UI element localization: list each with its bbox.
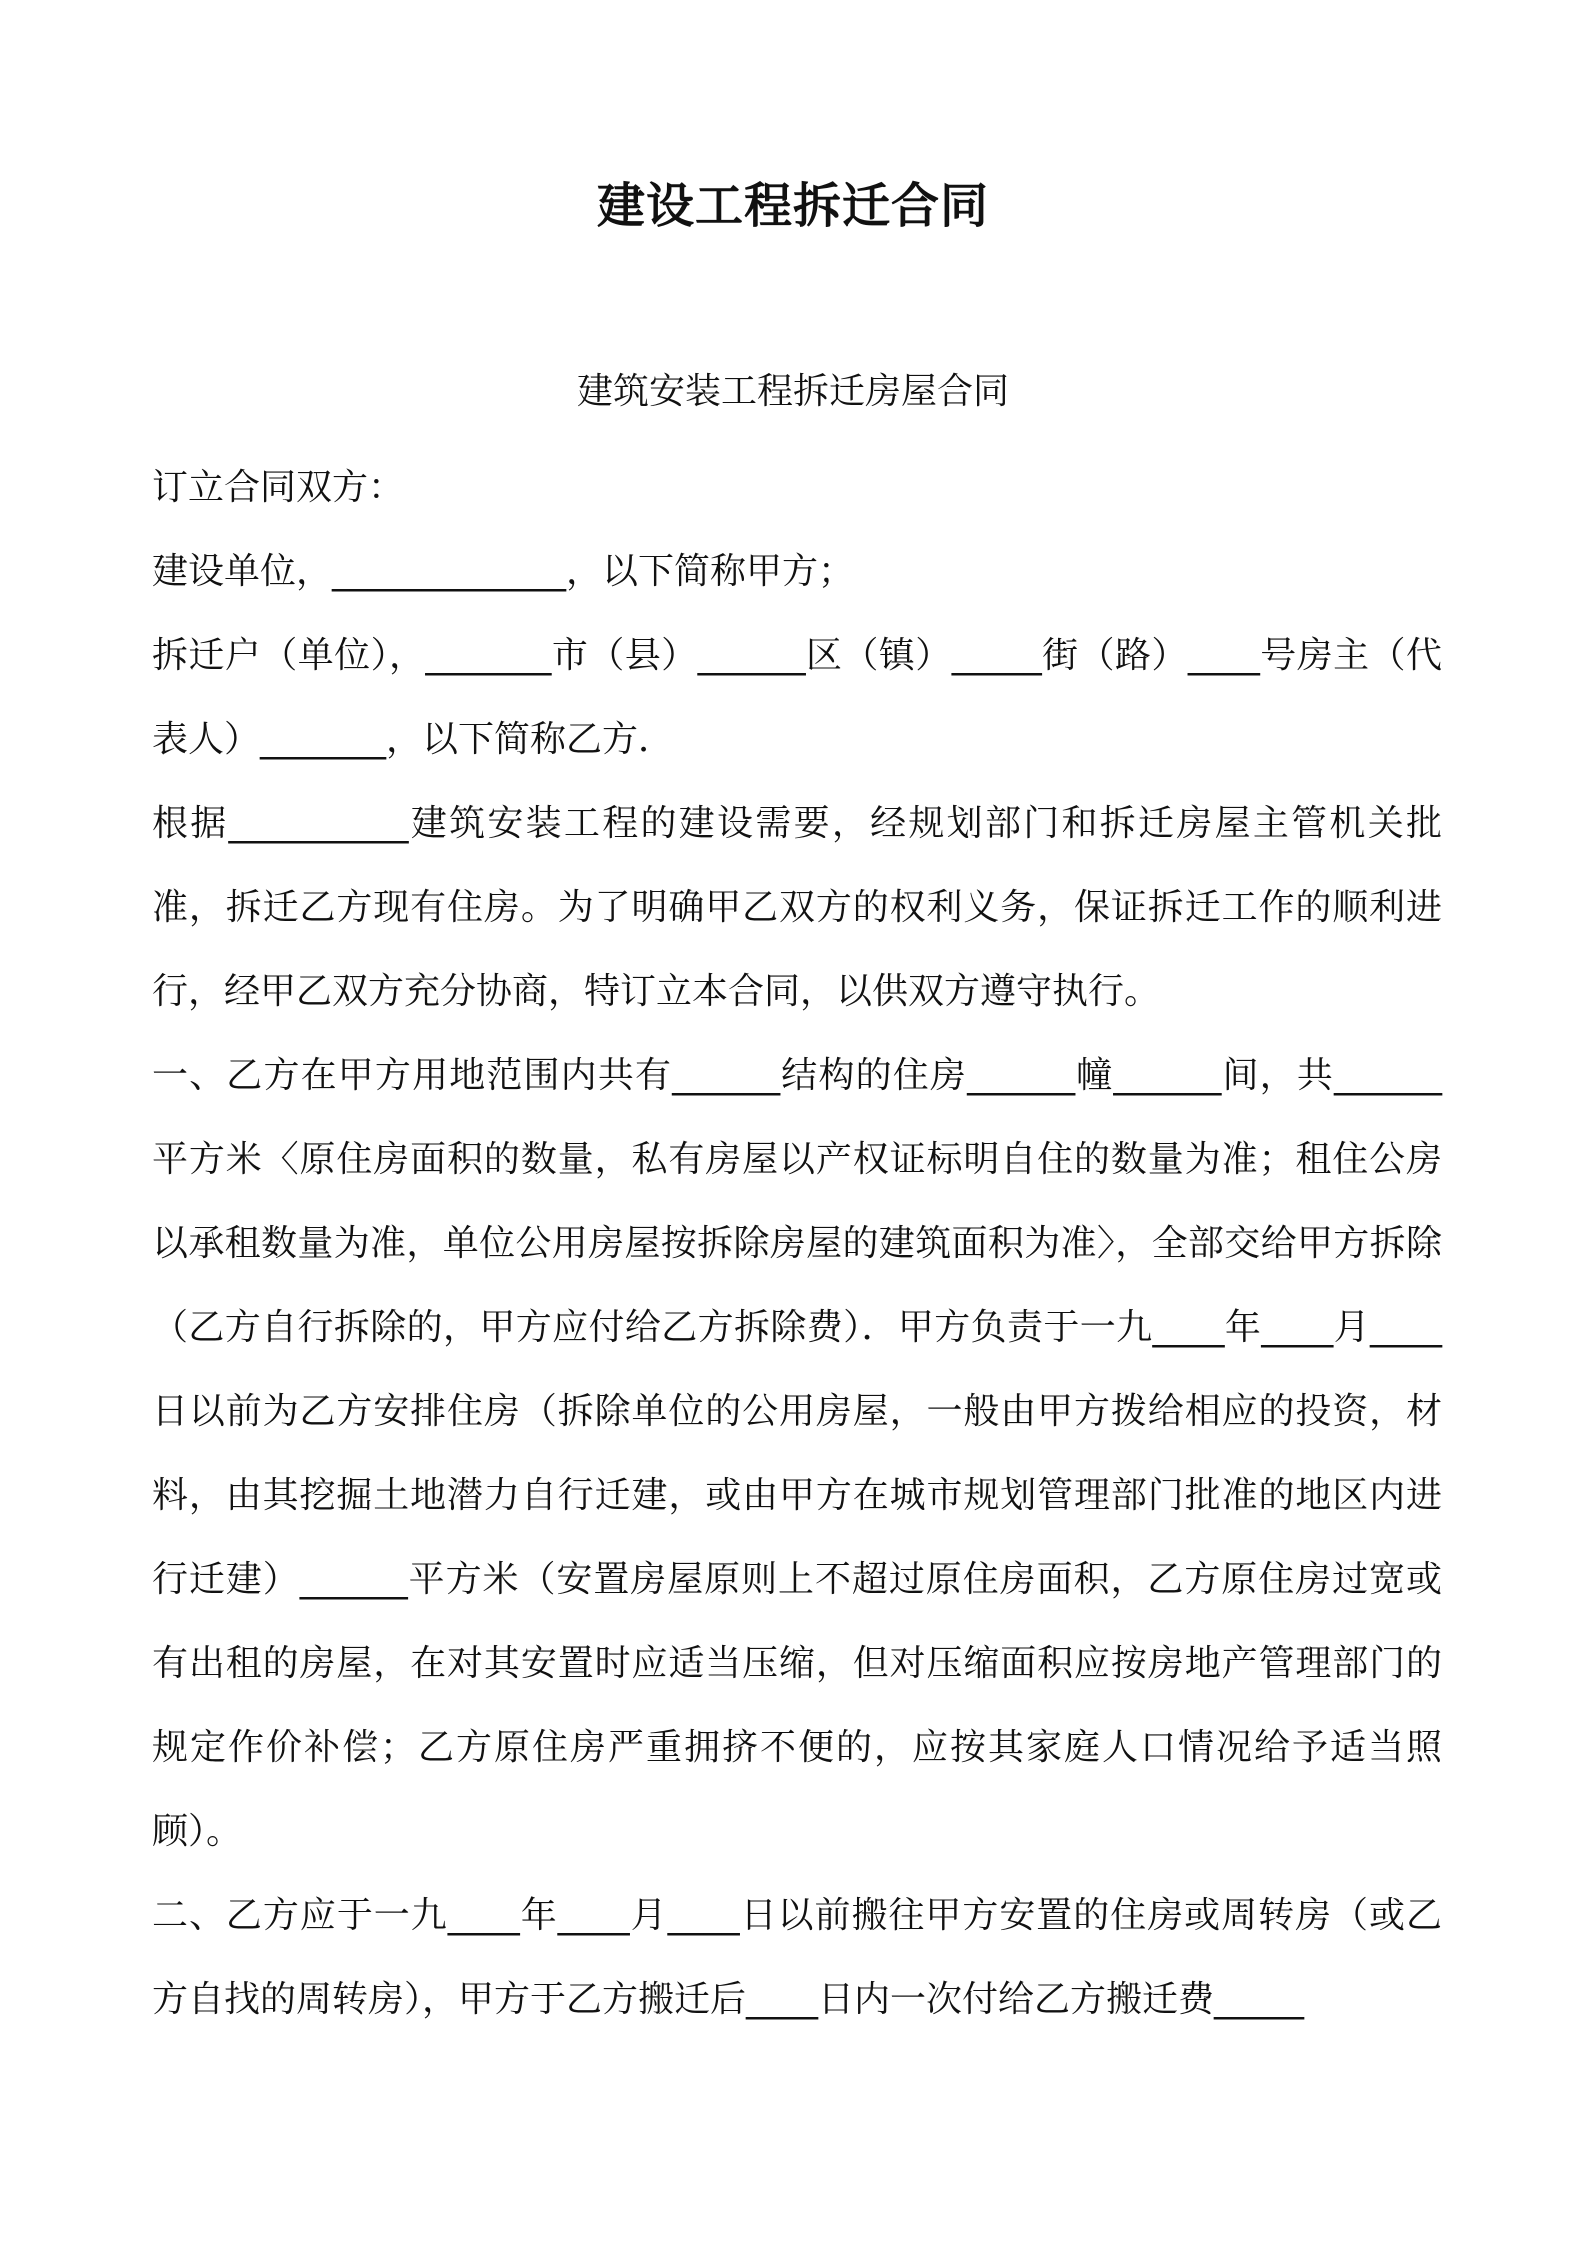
- paragraph-party-b: 拆迁户（单位），_______市（县）______区（镇）_____街（路）____号房主（代表人）_______，以下简称乙方．: [152, 635, 1442, 760]
- paragraph-preamble: 根据__________建筑安装工程的建设需要，经规划部门和拆迁房屋主管机关批准，拆迁乙方现有住房。为了明确甲乙双方的权利义务，保证拆迁工作的顺利进行，经甲乙双方充分协商，特订立本合同，以供双方遵守执行。: [152, 803, 1442, 1012]
- paragraph-parties-heading: 订立合同双方：: [152, 467, 405, 508]
- document-subtitle: 建筑安装工程拆迁房屋合同: [576, 371, 1009, 412]
- paragraph-party-a: 建设单位，_____________，以下简称甲方；: [152, 551, 855, 592]
- document-title: 建设工程拆迁合同: [596, 178, 989, 234]
- paragraph-clause-2: 二、乙方应于一九____年____月____日以前搬往甲方安置的住房或周转房（或乙方自找的周转房），甲方于乙方搬迁后____日内一次付给乙方搬迁费_____: [152, 1895, 1442, 2020]
- paragraph-clause-1: 一、乙方在甲方用地范围内共有______结构的住房______幢______间，共______平方米〈原住房面积的数量，私有房屋以产权证标明自住的数量为准；租住公房以承租数量为准，单位公用房屋按拆除房屋的建筑面积为准〉，全部交给甲方拆除（乙方自行拆除的，甲方应付给乙方拆除费）．甲方负责于一九____年____月____日以前为乙方安排住房（拆除单位的公用房屋，一般由甲方拨给相应的投资，材料，由其挖掘土地潜力自行迁建，或由甲方在城市规划管理部门批准的地区内进行迁建）______平方米（安置房屋原则上不超过原住房面积，乙方原住房过宽或有出租的房屋，在对其安置时应适当压缩，但对压缩面积应按房地产管理部门的规定作价补偿；乙方原住房严重拥挤不便的，应按其家庭人口情况给予适当照顾）。: [152, 1055, 1442, 1852]
- document-body: [152, 446, 1442, 2042]
